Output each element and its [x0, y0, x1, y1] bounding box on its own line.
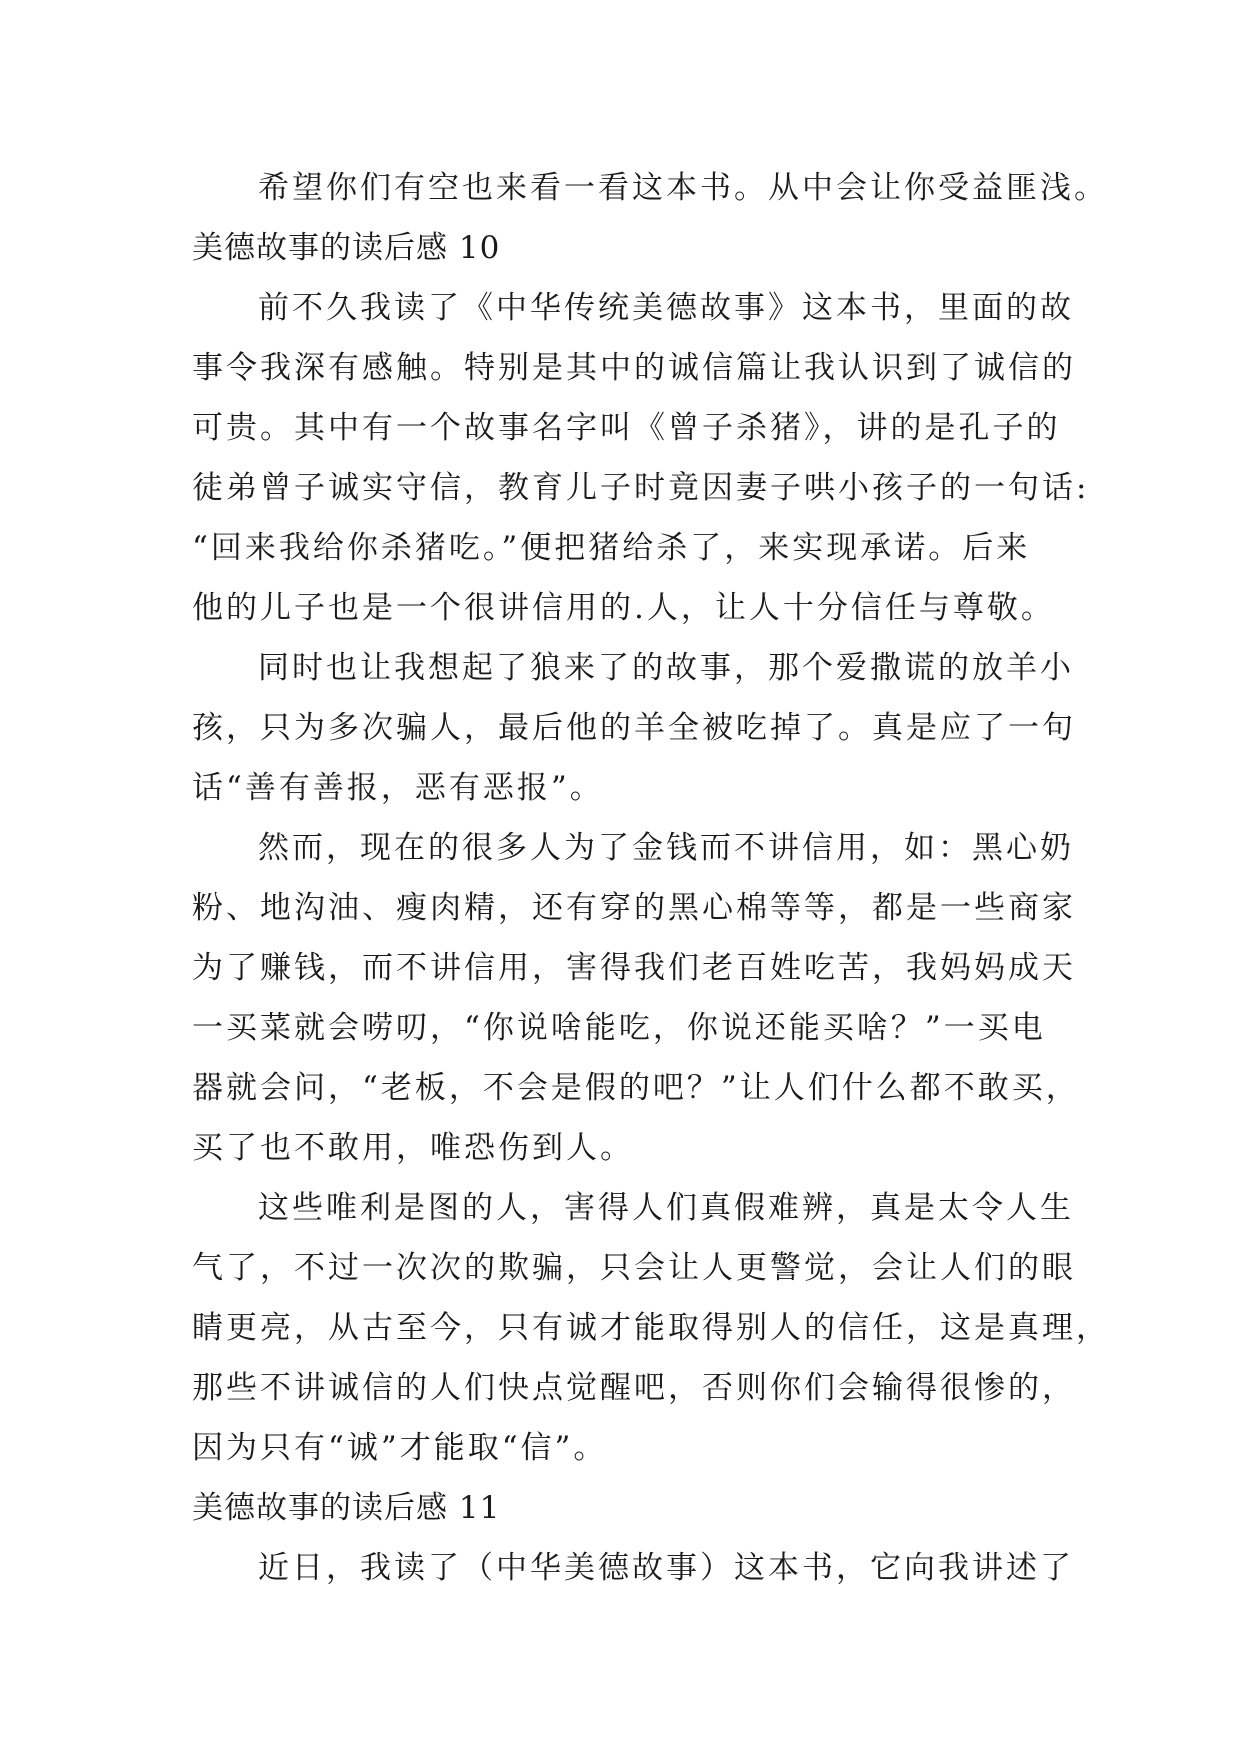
- paragraph-line: 近日，我读了（中华美德故事）这本书，它向我讲述了: [258, 1550, 1074, 1586]
- paragraph-line: 一买菜就会唠叨，“你说啥能吃，你说还能买啥？”一买电: [192, 1010, 1046, 1046]
- paragraph-line: 前不久我读了《中华传统美德故事》这本书，里面的故: [258, 290, 1074, 326]
- paragraph-line: 可贵。其中有一个故事名字叫《曾子杀猪》，讲的是孔子的: [192, 410, 1061, 446]
- paragraph-line: 孩，只为多次骗人，最后他的羊全被吃掉了。真是应了一句: [192, 710, 1076, 746]
- paragraph-line: 徒弟曾子诚实守信，教育儿子时竟因妻子哄小孩子的一句话:: [192, 470, 1090, 506]
- paragraph-line: 因为只有“诚”才能取“信”。: [192, 1430, 608, 1466]
- paragraph-line: 粉、地沟油、瘦肉精，还有穿的黑心棉等等，都是一些商家: [192, 890, 1076, 926]
- section-heading: 美德故事的读后感 11: [192, 1490, 501, 1526]
- paragraph-line: 希望你们有空也来看一看这本书。从中会让你受益匪浅。: [258, 170, 1108, 206]
- paragraph-line: 器就会问，“老板，不会是假的吧？”让人们什么都不敢买，: [192, 1070, 1080, 1106]
- paragraph-line: 气了，不过一次次的欺骗，只会让人更警觉，会让人们的眼: [192, 1250, 1076, 1286]
- paragraph-line: 买了也不敢用，唯恐伤到人。: [192, 1130, 634, 1166]
- paragraph-line: “回来我给你杀猪吃。”便把猪给杀了，来实现承诺。后来: [192, 530, 1031, 566]
- paragraph-line: 然而，现在的很多人为了金钱而不讲信用，如：黑心奶: [258, 830, 1074, 866]
- paragraph-line: 他的儿子也是一个很讲信用的.人，让人十分信任与尊敬。: [192, 590, 1055, 626]
- paragraph-line: 话“善有善报，恶有恶报”。: [192, 770, 604, 806]
- paragraph-line: 为了赚钱，而不讲信用，害得我们老百姓吃苦，我妈妈成天: [192, 950, 1076, 986]
- paragraph-line: 事令我深有感触。特别是其中的诚信篇让我认识到了诚信的: [192, 350, 1076, 386]
- paragraph-line: 这些唯利是图的人，害得人们真假难辨，真是太令人生: [258, 1190, 1074, 1226]
- paragraph-line: 同时也让我想起了狼来了的故事，那个爱撒谎的放羊小: [258, 650, 1074, 686]
- section-heading: 美德故事的读后感 10: [192, 230, 501, 266]
- paragraph-line: 睛更亮，从古至今，只有诚才能取得别人的信任，这是真理，: [192, 1310, 1110, 1346]
- paragraph-line: 那些不讲诚信的人们快点觉醒吧，否则你们会输得很惨的，: [192, 1370, 1076, 1406]
